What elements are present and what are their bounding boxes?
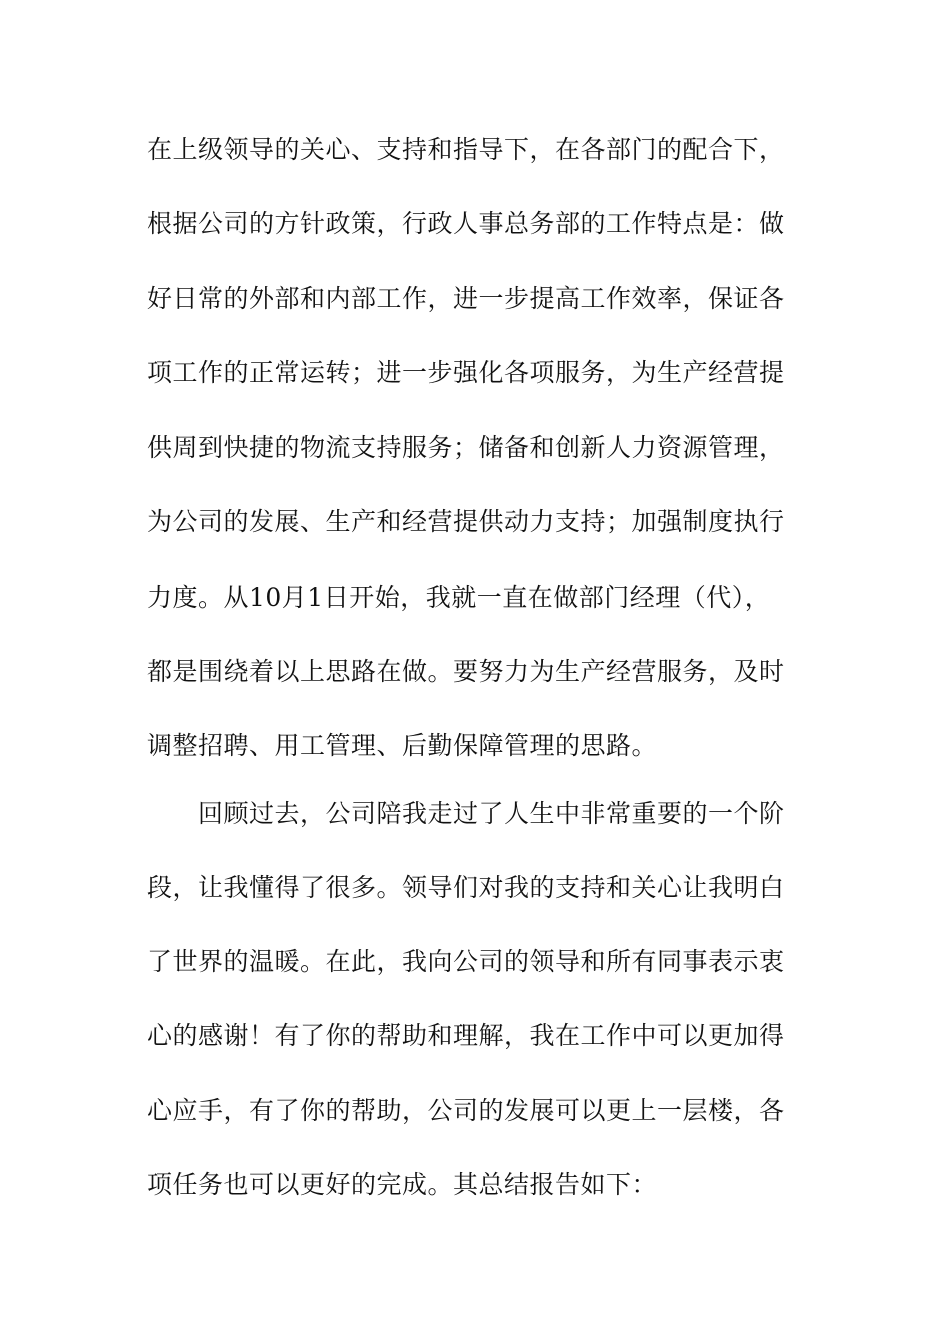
text-line: 段，让我懂得了很多。领导们对我的支持和关心让我明白 [147, 873, 785, 902]
text-line: 调整招聘、用工管理、后勤保障管理的思路。 [147, 731, 658, 760]
text-line: 好日常的外部和内部工作，进一步提高工作效率，保证各 [147, 284, 785, 313]
text-line: 项工作的正常运转；进一步强化各项服务，为生产经营提 [147, 358, 785, 387]
text-line: 根据公司的方针政策，行政人事总务部的工作特点是：做 [147, 209, 785, 238]
text-line: 心的感谢！有了你的帮助和理解，我在工作中可以更加得 [147, 1021, 785, 1050]
text-line: 为公司的发展、生产和经营提供动力支持；加强制度执行 [147, 507, 785, 536]
text-line: 供周到快捷的物流支持服务；储备和创新人力资源管理， [147, 433, 785, 462]
text-line: 了世界的温暖。在此，我向公司的领导和所有同事表示衷 [147, 947, 785, 976]
text-line: 心应手，有了你的帮助，公司的发展可以更上一层楼，各 [147, 1096, 785, 1125]
text-line: 项任务也可以更好的完成。其总结报告如下： [147, 1170, 658, 1199]
text-line: 都是围绕着以上思路在做。要努力为生产经营服务，及时 [147, 657, 785, 686]
text-line: 在上级领导的关心、支持和指导下，在各部门的配合下， [147, 135, 785, 164]
text-line: 力度。从10月1日开始，我就一直在做部门经理（代）， [147, 583, 771, 612]
paragraph-first-line: 回顾过去，公司陪我走过了人生中非常重要的一个阶 [198, 799, 785, 828]
